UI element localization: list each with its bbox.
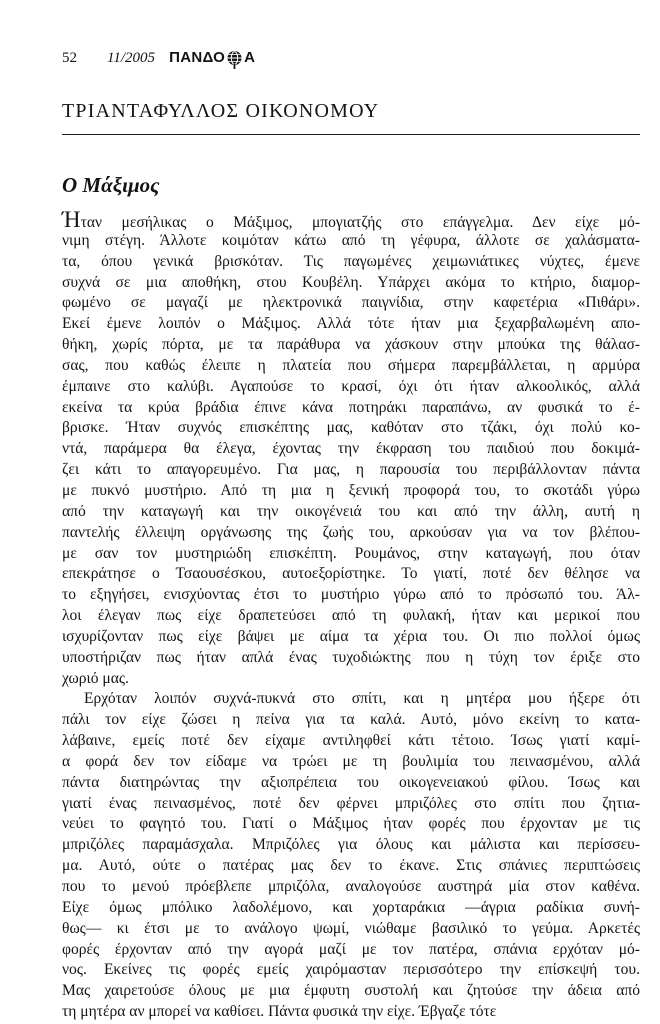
first-line-text: ταν μεσήλικας ο Μάξιμος, μπογιατζής στο επάγγελμα. Δεν είχε μό- xyxy=(80,214,640,231)
running-header xyxy=(62,48,255,70)
text-line: Ερχόταν λοιπόν συχνά-πυκνά στο σπίτι, και η μητέρα μου ήξερε ότι xyxy=(84,690,640,708)
magazine-name-right: Α xyxy=(244,49,256,66)
text-line: νιμη στέγη. Άλλοτε κοιμόταν κάτω από τη γέφυρα, άλλοτε σε χαλάσματα- xyxy=(62,231,640,249)
text-line: Εκεί έμενε λοιπόν ο Μάξιμος. Αλλά τότε ήταν μια ξεχαρβαλωμένη απο- xyxy=(62,315,640,333)
text-line: ισχυρίζονταν πως είχε βάψει με αίμα τα χέρια του. Οι πιο πολλοί όμως xyxy=(62,627,640,645)
text-line: λοι έλεγαν πως είχε δραπετεύσει από τη φυλακή, ήταν και μερικοί που xyxy=(62,607,640,625)
text-line: συχνά σε μια αποθήκη, στου Κουβέλη. Υπάρχει ακόμα το κτήριο, διαμορ- xyxy=(62,273,640,291)
text-line: σας, που καθώς έλειπε η πλατεία που σήμερα παρεμβάλλεται, η αρμύρα xyxy=(62,356,640,374)
text-line: με σαν τον μυστηριώδη επισκέπτη. Ρουμάνος, στην καταγωγή, που όταν xyxy=(62,544,640,562)
text-line: παντελής έλλειψη οργάνωσης της ζωής του, αρκούσαν για να τον βλέπου- xyxy=(62,523,640,541)
text-line: νεύει το φαγητό του. Γιατί ο Μάξιμος ήταν φορές που έρχονταν με τις xyxy=(62,815,640,833)
text-line: από την καταγωγή και την οικογένειά του και από την άλλη, αυτή η xyxy=(62,502,640,520)
text-line: α φορά δεν τον είδαμε να τρώει με τη βουλιμία του πεινασμένου, αλλά xyxy=(62,752,640,770)
text-line xyxy=(62,207,640,232)
text-line: φωμένο σε μαγαζί με ηλεκτρονικά παιγνίδια, στην καφετέρια «Πιθάρι». xyxy=(62,294,640,312)
text-line: θως— κι έτσι με το ανάλογο ψωμί, νιώθαμε βασιλικό το γεύμα. Αρκετές xyxy=(62,919,640,937)
text-line: τη μητέρα αν μπορεί να καθίσει. Πάντα φυσικά την είχε. Έβγαζε τότε xyxy=(62,1003,497,1021)
text-line: ζει κάτι το απαγορευμένο. Για μας, η παρουσία του περιβάλλονταν πάντα xyxy=(62,461,640,479)
text-line: μα. Αυτό, ούτε ο πατέρας μας δεν το έκανε. Στις σπάνιες περιπτώσεις xyxy=(62,857,640,875)
text-line: λάβαινε, εμείς ποτέ δεν είχαμε αντιληφθεί κάτι τέτοιο. Ίσως γιατί καμί- xyxy=(62,732,640,750)
text-line: πάντα διατηρώντας την αξιοπρέπεια του οικογενειακού φίλου. Ίσως και xyxy=(62,773,640,791)
magazine-name xyxy=(169,48,255,67)
text-line: Είχε όμως μπόλικο λαδολέμονο, και χορταράκια —άγρια ραδίκια συνή- xyxy=(62,898,640,916)
text-line: υποστήριζαν πως ήταν απλά ένας τυχοδιώκτης που η τύχη τον έριξε στο xyxy=(62,648,640,666)
author-name: ΤΡΙΑΝΤΑΦΥΛΛΟΣ ΟΙΚΟΝΟΜΟΥ xyxy=(62,100,380,122)
text-line: που το μενού πρόεβλεπε μπριζόλα, αναλογούσε αυστηρά μία στον καθένα. xyxy=(62,878,640,895)
text-line: τα, όπου γενικά βρισκόταν. Τις παγωμένες χειμωνιάτικες νύχτες, έμενε xyxy=(62,252,640,270)
page-number: 52 xyxy=(62,50,77,66)
text-line: χωριό μας. xyxy=(62,669,129,687)
text-line: με πυκνό μυστήριο. Από τη μια η ξενική προφορά του, το σκοτάδι γύρω xyxy=(62,481,640,499)
text-line: πάλι τον είχε ζώσει η πείνα για τα καλά. Αυτό, μόνο εκείνη το κατα- xyxy=(62,711,640,729)
text-line: το εξηγήσει, ενισχύοντας έτσι το μυστήριο γύρω από το πρόσωπό του. Άλ- xyxy=(62,586,640,604)
text-line: νος. Εκείνες τις φορές εμείς χαιρόμασταν περισσότερο την επίσκεψή του. xyxy=(62,961,640,979)
paragraph-2 xyxy=(62,689,640,1023)
rho-globe-logo-icon xyxy=(226,50,243,69)
text-line: φορές έρχονταν από την αγορά μαζί με τον πατέρα, σπάνια ερχόταν μό- xyxy=(62,940,640,958)
story-body xyxy=(62,207,640,1023)
text-line: βρισκε. Ήταν συχνός επισκέπτης μας, καθόταν στο τζάκι, όχι πολύ κο- xyxy=(62,419,640,437)
text-line: εκείνα τα κρύα βράδια έπινε κάνα ποτηράκι παραπάνω, αν φυσικά το έ- xyxy=(62,398,640,416)
story-title: Ο Μάξιμος xyxy=(62,173,160,197)
header-rule xyxy=(62,134,640,135)
text-line: επεκράτησε ο Τσαουσέσκου, αυτοεξορίστηκε. Το γιατί, ποτέ δεν θέλησε να xyxy=(62,565,640,583)
drop-letter: Ή xyxy=(62,207,81,232)
text-line: έμπαινε στο καλύβι. Αγαπούσε το κρασί, όχι ότι ήταν αλκοολικός, αλλά xyxy=(62,377,640,395)
text-line: μπριζόλες παραμάσχαλα. Μπριζόλες για όλους και μάλιστα και περίσσευ- xyxy=(62,836,640,854)
paragraph-1 xyxy=(62,231,640,690)
text-line: θήκη, χωρίς πόρτα, με τα παράθυρα να χάσκουν στην μπούκα της θάλασ- xyxy=(62,336,640,354)
magazine-name-left: ΠΑΝΔΟ xyxy=(169,49,226,66)
text-line: γιατί ένας πεινασμένος, ποτέ δεν φέρνει μπριζόλες στο σπίτι που ζητια- xyxy=(62,794,640,812)
issue-number: 11/2005 xyxy=(107,50,156,66)
text-line: ντά, παράμερα θα έλεγα, έχοντας την έκφραση του παιδιού που δοκιμά- xyxy=(62,440,640,458)
text-line: Μας χαιρετούσε όλους με μια έμφυτη συστολή και ζητούσε την άδεια από xyxy=(62,982,640,1000)
